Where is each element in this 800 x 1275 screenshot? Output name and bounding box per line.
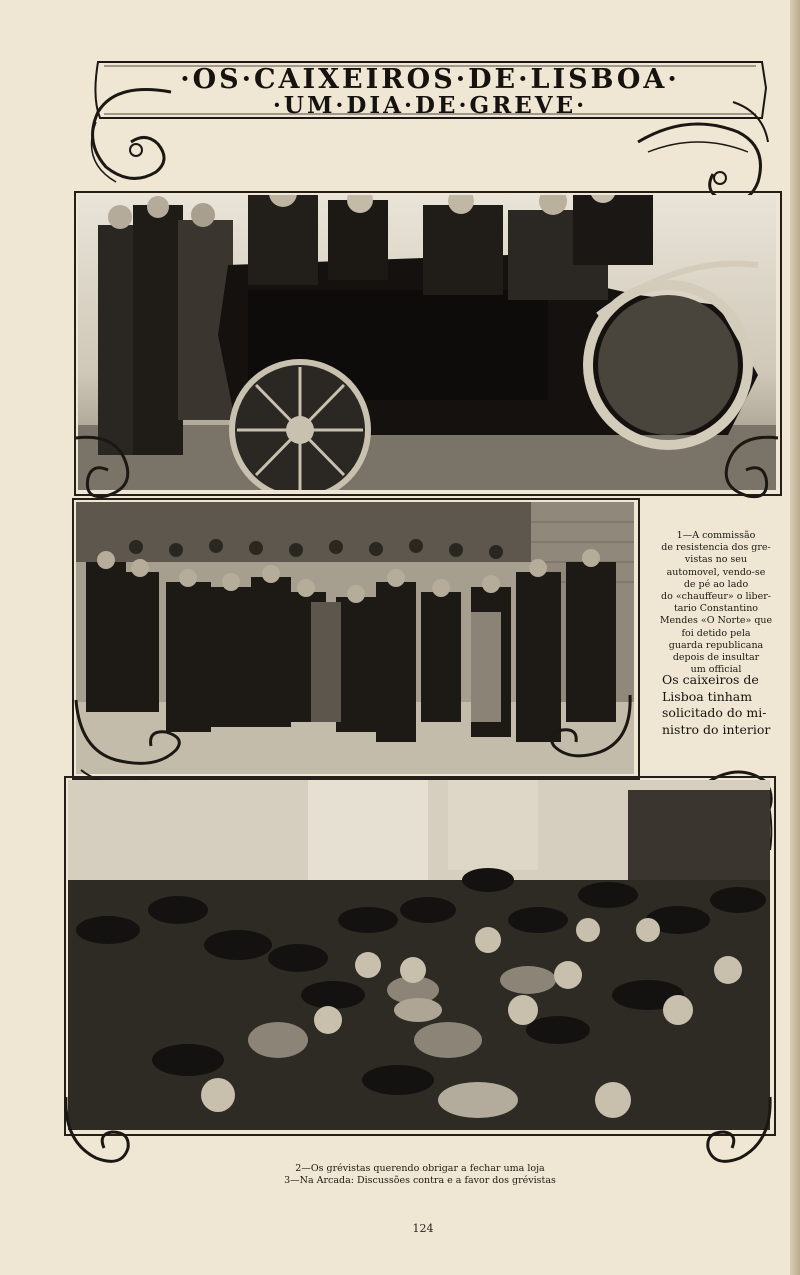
caption-line: um official [690, 664, 742, 676]
page-edge [790, 0, 800, 1275]
scroll-flourish-photo1-left [66, 428, 146, 508]
article-line: Os caixeiros de [662, 672, 759, 687]
title-line-1: ·OS·CAIXEIROS·DE·LISBOA· [180, 64, 680, 95]
article-line: Lisboa tinham [662, 688, 753, 704]
caption-line: Mendes «O Norte» que [659, 615, 773, 627]
photo-automobile-commission [78, 195, 776, 490]
caption-line: vistas no seu [684, 554, 748, 566]
scroll-flourish-bottom-right [700, 1092, 780, 1182]
caption-line: de pé ao lado [683, 578, 749, 590]
scroll-flourish-photo1-right [708, 428, 788, 508]
caption-line: 1—A commissão [676, 530, 756, 541]
caption-line: guarda republicana [668, 639, 764, 651]
caption-photo-2: 2—Os grévistas querendo obrigar a fechar uma loja [295, 1163, 545, 1174]
caption-line: automovel, vendo-se [666, 566, 766, 578]
title-line-2: ·UM·DIA·DE·GREVE· [272, 92, 588, 119]
caption-line: do «chauffeur» o liber- [661, 591, 771, 603]
scroll-flourish-bottom-left [56, 1092, 136, 1172]
scroll-flourish-top-left [76, 72, 186, 192]
article-line: nistro do interior [662, 721, 771, 737]
scroll-flourish-photo2-right [540, 690, 640, 780]
side-caption-photo-1 [648, 530, 784, 676]
caption-line: depois de insultar [672, 652, 760, 664]
caption-line: de resistencia dos gre- [661, 542, 771, 554]
page-number: 124 [412, 1222, 434, 1235]
caption-line: foi detido pela [681, 627, 751, 639]
caption-line: tario Constantino [673, 603, 759, 615]
caption-photo-3: 3—Na Arcada: Discussões contra e a favor dos grévistas [284, 1175, 556, 1186]
article-text-column [662, 672, 786, 738]
photo-crowd-arcada [68, 780, 770, 1130]
article-line: solicitado do mi- [662, 705, 767, 720]
bottom-caption [200, 1163, 640, 1187]
